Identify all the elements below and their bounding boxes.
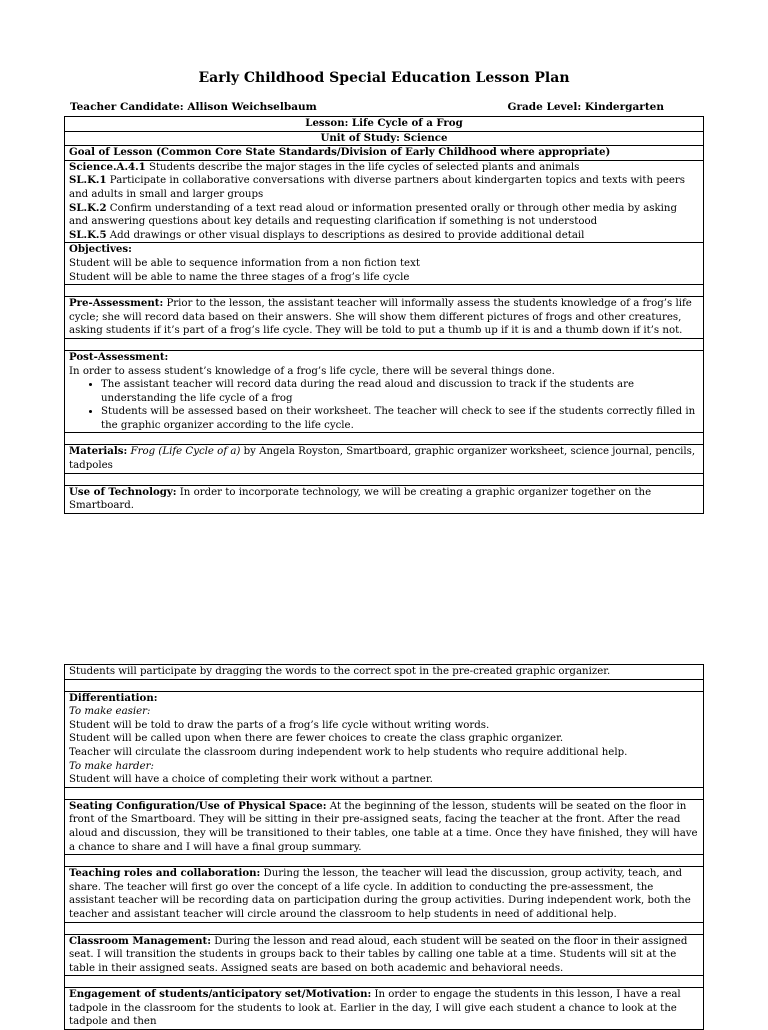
standards-cell (65, 160, 704, 243)
standard-item: SL.K.1 Participate in collaborative conversations with diverse partners about kindergarten topics and texts with peers and adults in small and larger groups (69, 174, 686, 200)
easier-item: Student will be called upon when there are fewer choices to create the class graphic organizer. (69, 733, 564, 745)
differentiation-cell (65, 691, 704, 787)
spacer-row (65, 433, 704, 445)
teaching-roles-cell: Teaching roles and collaboration: During the lesson, the teacher will lead the discussion, group activity, teach, and share. The teacher will first go over the concept of a life cycle. In addition to conducting the pre-assessment, the assistant teacher will be recording data on participation during the group activities. During independent work, both the teacher and assistant teacher will circle around the classroom to help students in need of additional help. (65, 867, 704, 922)
objectives-heading: Objectives: (69, 243, 132, 256)
lesson-plan-table-page-2 (64, 664, 704, 1030)
post-assessment-intro: In order to assess student’s knowledge of a frog’s life cycle, there will be several things done. (69, 365, 555, 377)
spacer-row (65, 922, 704, 934)
unit-of-study: Unit of Study: Science (65, 131, 704, 146)
post-assessment-cell (65, 350, 704, 433)
spacer-row (65, 976, 704, 988)
engagement-cell: Engagement of students/anticipatory set/Motivation: In order to engage the students in this lesson, I have a real tadpole in the classroom for the students to look at. Earlier in the day, I will give each student a chance to look at the tadpole and then (65, 988, 704, 1030)
spacer-row (65, 787, 704, 799)
standard-item: SL.K.5 Add drawings or other visual displays to descriptions as desired to provide additional detail (69, 228, 585, 241)
teacher-candidate: Teacher Candidate: Allison Weichselbaum (70, 101, 317, 113)
standard-item: Science.A.4.1 Students describe the major stages in the life cycles of selected plants and animals (69, 160, 580, 173)
spacer-row (65, 855, 704, 867)
document-title: Early Childhood Special Education Lesson Plan (198, 70, 570, 86)
harder-label: To make harder: (69, 760, 154, 772)
goal-heading: Goal of Lesson (Common Core State Standards/Division of Early Childhood where appropriate) (65, 146, 704, 161)
list-item: • The assistant teacher will record data during the read aloud and discussion to track if the students are understanding the life cycle of a frog (101, 378, 699, 405)
materials-cell: Materials: Frog (Life Cycle of a) by Angela Royston, Smartboard, graphic organizer worksheet, science journal, pencils, tadpoles (65, 445, 704, 473)
spacer-row (65, 338, 704, 350)
drag-activity-cell: Students will participate by dragging the words to the correct spot in the pre-created graphic organizer. (65, 665, 704, 680)
objective-item: Student will be able to sequence information from a non fiction text (69, 257, 420, 269)
objectives-cell (65, 243, 704, 285)
lesson-title: Lesson: Life Cycle of a Frog (65, 117, 704, 132)
harder-item: Student will have a choice of completing their work without a partner. (69, 774, 433, 786)
post-assessment-list (69, 378, 699, 432)
standard-item: SL.K.2 Confirm understanding of a text read aloud or information presented orally or through other media by asking and answering questions about key details and requesting clarification if something is not understood (69, 201, 678, 228)
classroom-management-cell: Classroom Management: During the lesson and read aloud, each student will be seated on the floor in their assigned seat. I will transition the students in groups back to their tables by calling one table at a time. Students will sit at the table in their assigned seats. Assigned seats are based on both academic and behavioral needs. (65, 934, 704, 976)
post-assessment-heading: Post-Assessment: (69, 350, 169, 363)
easier-item: Teacher will circulate the classroom during independent work to help students who require additional help. (69, 746, 628, 758)
grade-level: Grade Level: Kindergarten (507, 101, 664, 113)
pre-assessment-cell: Pre-Assessment: Prior to the lesson, the assistant teacher will informally assess the students knowledge of a frog’s life cycle; she will record data based on their answers. She will show them different pictures of frogs and other creatures, asking students if it’s part of a frog’s life cycle. They will be told to put a thumb up if it is and a thumb down if it’s not. (65, 297, 704, 339)
differentiation-heading: Differentiation: (69, 691, 158, 704)
technology-cell: Use of Technology: In order to incorporate technology, we will be creating a graphic organizer together on the Smartboard. (65, 485, 704, 513)
spacer-row (65, 679, 704, 691)
lesson-plan-table-page-1 (64, 116, 704, 514)
spacer-row (65, 285, 704, 297)
objective-item: Student will be able to name the three stages of a frog’s life cycle (69, 271, 410, 283)
list-item: • Students will be assessed based on their worksheet. The teacher will check to see if the students correctly filled in the graphic organizer according to the life cycle. (101, 405, 699, 432)
easier-item: Student will be told to draw the parts of a frog’s life cycle without writing words. (69, 719, 490, 731)
spacer-row (65, 473, 704, 485)
seating-cell: Seating Configuration/Use of Physical Space: At the beginning of the lesson, students will be seated on the floor in front of the Smartboard. They will be sitting in their pre-assigned seats, facing the teacher at the front. After the read aloud and discussion, they will be transitioned to their tables, one table at a time. Once they have finished, they will have a chance to share and I will have a final group summary. (65, 799, 704, 854)
easier-label: To make easier: (69, 706, 151, 718)
